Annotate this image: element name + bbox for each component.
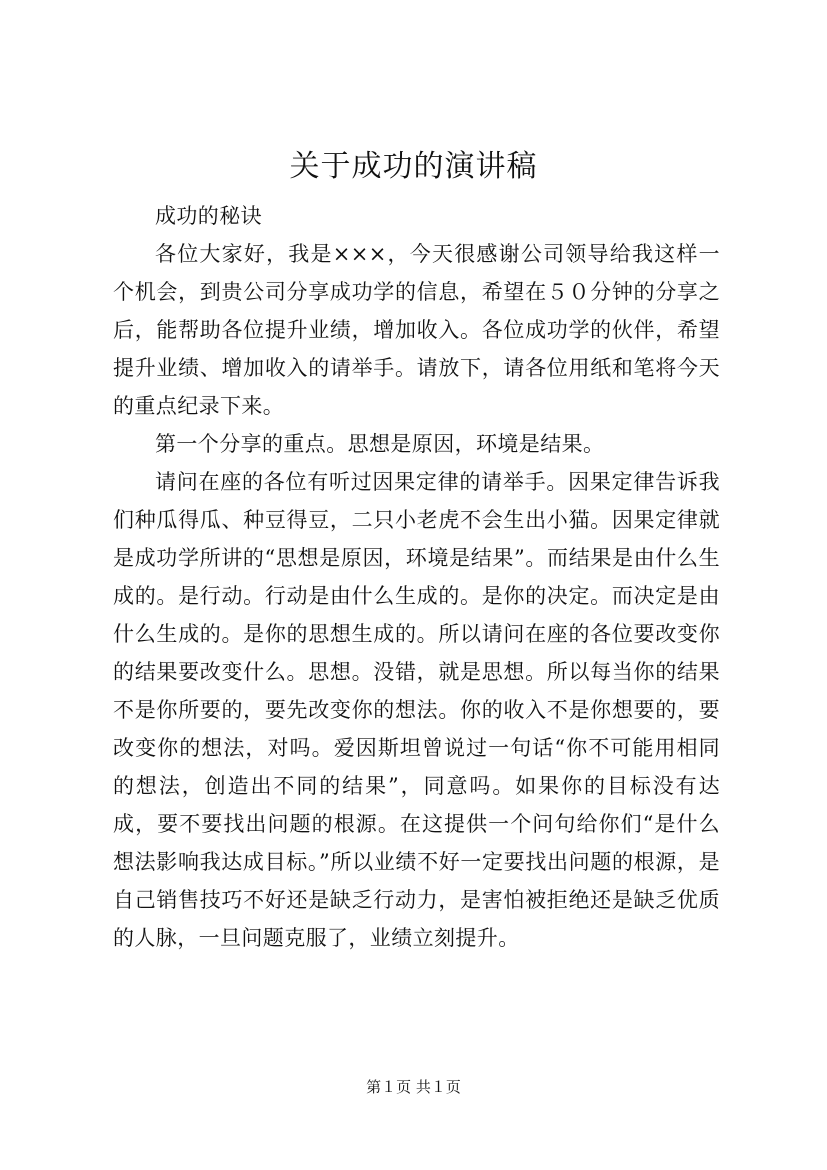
paragraph-intro: 各位大家好，我是×××，今天很感谢公司领导给我这样一个机会，到贵公司分享成功学的信息，希望在５０分钟的分享之后，能帮助各位提升业绩，增加收入。各位成功学的伙伴，希望提升业绩、增加收入的请举手。请放下，请各位用纸和笔将今天的重点纪录下来。 [113,242,720,418]
document-title: 关于成功的演讲稿 [289,149,538,184]
page-number-footer: 第１页 共１页 [366,1078,461,1096]
paragraph-subtitle: 成功的秘诀 [155,204,262,228]
paragraph-first-point: 第一个分享的重点。思想是原因，环境是结果。 [155,432,605,456]
paragraph-cause-effect: 请问在座的各位有听过因果定律的请举手。因果定律告诉我们种瓜得瓜、种豆得豆，二只小老虎不会生出小猫。因果定律就是成功学所讲的“思想是原因，环境是结果”。而结果是由什么生成的。是行动。行动是由什么生成的。是你的决定。而决定是由什么生成的。是你的思想生成的。所以请问在座的各位要改变你的结果要改变什么。思想。没错，就是思想。所以每当你的结果不是你所要的，要先改变你的想法。你的收入不是你想要的，要改变你的想法，对吗。爱因斯坦曾说过一句话“你不可能用相同的想法，创造出不同的结果”，同意吗。如果你的目标没有达成，要不要找出问题的根源。在这提供一个问句给你们“是什么想法影响我达成目标。”所以业绩不好一定要找出问题的根源，是自己销售技巧不好还是缺乏行动力，是害怕被拒绝还是缺乏优质的人脉，一旦问题克服了，业绩立刻提升。 [113,470,720,950]
document-body [113,197,720,957]
